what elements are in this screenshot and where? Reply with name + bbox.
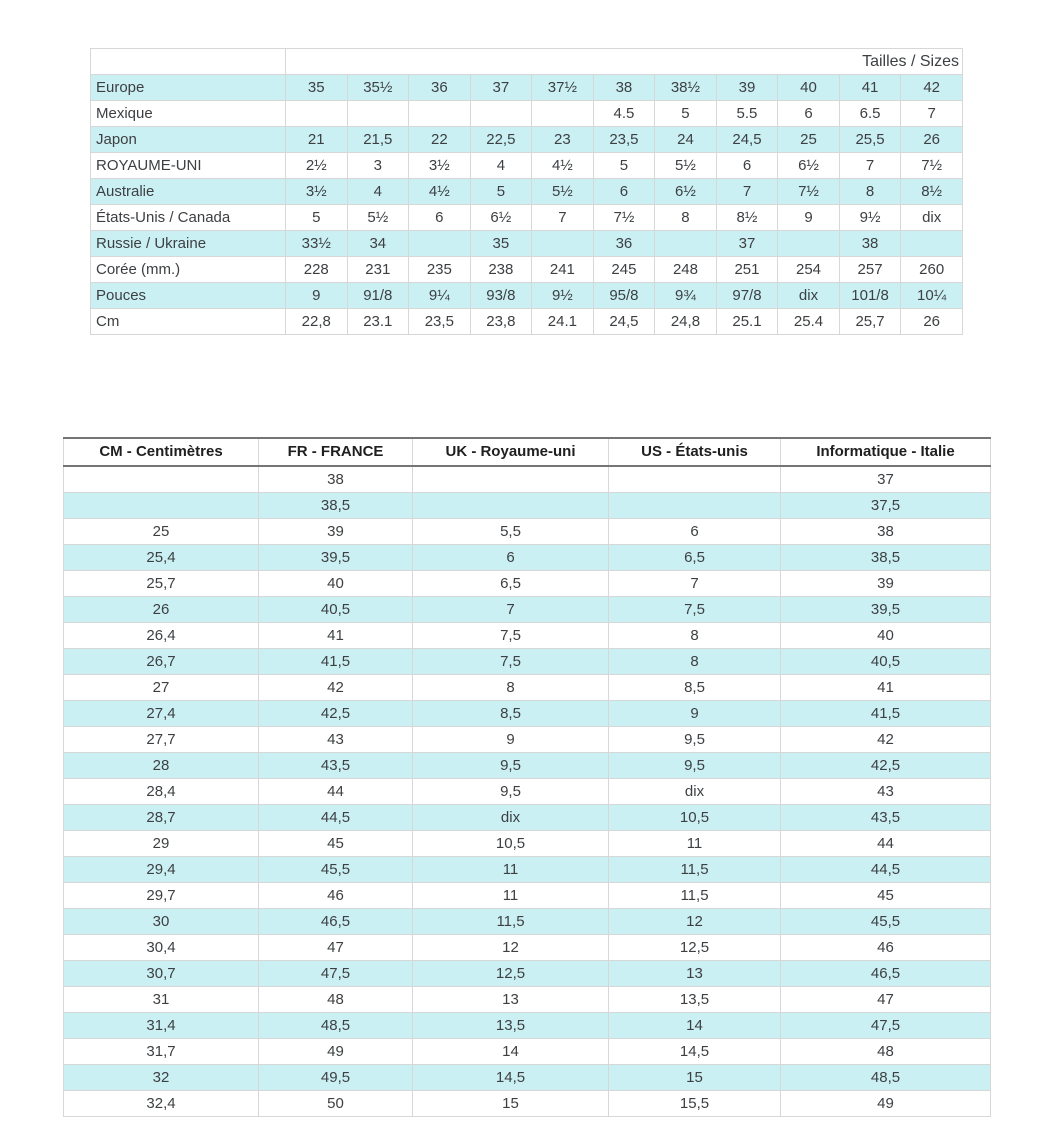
size-cell: 93/8	[470, 283, 532, 309]
conversion-cell: 8	[413, 675, 609, 701]
conversion-row-16	[64, 857, 991, 883]
size-cell: 6	[716, 153, 778, 179]
size-cell: 42	[901, 75, 963, 101]
conversion-cell: 28,4	[64, 779, 259, 805]
size-cell: 25.1	[716, 309, 778, 335]
size-cell: 95/8	[593, 283, 655, 309]
size-row-4	[91, 153, 963, 179]
conversion-cell: 42	[259, 675, 413, 701]
size-cell	[409, 231, 471, 257]
conversion-cell	[64, 493, 259, 519]
size-cell: 36	[409, 75, 471, 101]
conversion-cell: 8	[609, 649, 781, 675]
conversion-cell: 44,5	[781, 857, 991, 883]
size-cell: 38½	[655, 75, 717, 101]
size-cell: 7	[901, 101, 963, 127]
size-cell: 21,5	[347, 127, 409, 153]
size-cell: 39	[716, 75, 778, 101]
size-cell: dix	[778, 283, 840, 309]
conversion-cell: 27	[64, 675, 259, 701]
conversion-cell: 38,5	[259, 493, 413, 519]
conversion-row-3	[64, 519, 991, 545]
conversion-cell: 31,4	[64, 1013, 259, 1039]
column-header: CM - Centimètres	[64, 438, 259, 466]
conversion-cell: 29	[64, 831, 259, 857]
size-cell: 238	[470, 257, 532, 283]
conversion-cell: 48	[259, 987, 413, 1013]
conversion-cell: 27,7	[64, 727, 259, 753]
size-cell: 40	[778, 75, 840, 101]
conversion-header-row	[64, 438, 991, 466]
size-cell: 23,5	[593, 127, 655, 153]
conversion-row-25	[64, 1091, 991, 1117]
conversion-cell: 14,5	[609, 1039, 781, 1065]
conversion-cell: 39	[259, 519, 413, 545]
conversion-cell: 6	[413, 545, 609, 571]
column-header: US - États-unis	[609, 438, 781, 466]
conversion-cell: 48,5	[259, 1013, 413, 1039]
conversion-cell: 9,5	[609, 753, 781, 779]
size-cell: 7	[532, 205, 594, 231]
size-cell: 4.5	[593, 101, 655, 127]
column-header: UK - Royaume-uni	[413, 438, 609, 466]
conversion-cell: 26,4	[64, 623, 259, 649]
conversion-row-15	[64, 831, 991, 857]
conversion-row-7	[64, 623, 991, 649]
conversion-row-10	[64, 701, 991, 727]
size-cell: 37½	[532, 75, 594, 101]
conversion-cell: 8,5	[609, 675, 781, 701]
conversion-cell: 32	[64, 1065, 259, 1091]
conversion-cell: 47,5	[259, 961, 413, 987]
conversion-cell: 50	[259, 1091, 413, 1117]
conversion-cell: 41	[259, 623, 413, 649]
conversion-cell: 7	[609, 571, 781, 597]
conversion-cell: 7,5	[413, 623, 609, 649]
size-row-label: Pouces	[91, 283, 286, 309]
size-cell: 6½	[470, 205, 532, 231]
size-row-1	[91, 75, 963, 101]
conversion-cell: 15	[609, 1065, 781, 1091]
size-cell: 25,5	[839, 127, 901, 153]
conversion-cell: 9	[413, 727, 609, 753]
conversion-cell	[609, 466, 781, 493]
size-cell: 91/8	[347, 283, 409, 309]
conversion-cell: 26,7	[64, 649, 259, 675]
size-cell: 10¼	[901, 283, 963, 309]
size-row-label: Russie / Ukraine	[91, 231, 286, 257]
conversion-row-4	[64, 545, 991, 571]
conversion-cell: 12,5	[413, 961, 609, 987]
conversion-cell	[64, 466, 259, 493]
conversion-row-23	[64, 1039, 991, 1065]
conversion-cell: 47,5	[781, 1013, 991, 1039]
size-cell: 6½	[655, 179, 717, 205]
conversion-cell: 39,5	[781, 597, 991, 623]
conversion-cell: dix	[609, 779, 781, 805]
size-cell: 36	[593, 231, 655, 257]
conversion-row-18	[64, 909, 991, 935]
conversion-cell: 44	[259, 779, 413, 805]
size-cell: 4	[470, 153, 532, 179]
size-cell: 2½	[286, 153, 348, 179]
conversion-cell: 8,5	[413, 701, 609, 727]
size-cell: 5	[655, 101, 717, 127]
sizes-caption-empty-cell	[91, 49, 286, 75]
conversion-cell: 44,5	[259, 805, 413, 831]
conversion-cell: 11	[609, 831, 781, 857]
conversion-cell: 43	[781, 779, 991, 805]
size-cell: 25.4	[778, 309, 840, 335]
size-cell: 8	[839, 179, 901, 205]
size-row-3	[91, 127, 963, 153]
conversion-cell: 29,7	[64, 883, 259, 909]
conversion-row-2	[64, 493, 991, 519]
conversion-cell: 27,4	[64, 701, 259, 727]
conversion-cell: 15,5	[609, 1091, 781, 1117]
conversion-cell: 45	[781, 883, 991, 909]
conversion-row-22	[64, 1013, 991, 1039]
conversion-cell: 6,5	[609, 545, 781, 571]
conversion-cell: 9	[609, 701, 781, 727]
size-cell: 9½	[839, 205, 901, 231]
conversion-cell: 25,4	[64, 545, 259, 571]
size-cell	[470, 101, 532, 127]
size-cell: 5	[286, 205, 348, 231]
size-cell: 38	[839, 231, 901, 257]
conversion-cell: 28	[64, 753, 259, 779]
conversion-cell: 7,5	[609, 597, 781, 623]
conversion-cell: 7,5	[413, 649, 609, 675]
size-cell: 37	[470, 75, 532, 101]
conversion-cell: 38,5	[781, 545, 991, 571]
conversion-cell: 10,5	[413, 831, 609, 857]
conversion-cell: 37	[781, 466, 991, 493]
conversion-cell: 14,5	[413, 1065, 609, 1091]
size-cell: 6	[593, 179, 655, 205]
size-cell: dix	[901, 205, 963, 231]
conversion-row-17	[64, 883, 991, 909]
conversion-cell: 11,5	[413, 909, 609, 935]
conversion-cell: 10,5	[609, 805, 781, 831]
size-cell: 35	[286, 75, 348, 101]
conversion-cell: 14	[609, 1013, 781, 1039]
sizes-table	[90, 48, 963, 335]
size-cell: 257	[839, 257, 901, 283]
size-cell: 25	[778, 127, 840, 153]
conversion-cell: 38	[259, 466, 413, 493]
size-cell: 7½	[901, 153, 963, 179]
size-cell	[532, 231, 594, 257]
conversion-row-8	[64, 649, 991, 675]
size-cell: 37	[716, 231, 778, 257]
conversion-cell: 5,5	[413, 519, 609, 545]
conversion-cell: 39	[781, 571, 991, 597]
size-cell: 5½	[347, 205, 409, 231]
conversion-cell: 13	[609, 961, 781, 987]
conversion-row-14	[64, 805, 991, 831]
conversion-cell: 47	[259, 935, 413, 961]
conversion-cell: 46,5	[781, 961, 991, 987]
conversion-cell: 9,5	[413, 779, 609, 805]
conversion-cell: 26	[64, 597, 259, 623]
size-cell: 7½	[778, 179, 840, 205]
size-cell: 41	[839, 75, 901, 101]
size-cell: 254	[778, 257, 840, 283]
conversion-cell: 47	[781, 987, 991, 1013]
size-cell: 5½	[655, 153, 717, 179]
conversion-cell: 11	[413, 857, 609, 883]
size-row-9	[91, 283, 963, 309]
size-cell: 23,5	[409, 309, 471, 335]
conversion-cell: 13,5	[609, 987, 781, 1013]
conversion-cell: 9,5	[609, 727, 781, 753]
size-cell: 8	[655, 205, 717, 231]
conversion-cell: 40	[259, 571, 413, 597]
size-row-label: ROYAUME-UNI	[91, 153, 286, 179]
conversion-table	[63, 437, 991, 1117]
conversion-cell: 45,5	[259, 857, 413, 883]
size-cell: 24,8	[655, 309, 717, 335]
size-row-2	[91, 101, 963, 127]
size-cell	[655, 231, 717, 257]
conversion-row-21	[64, 987, 991, 1013]
size-cell: 22,5	[470, 127, 532, 153]
size-cell: 9	[778, 205, 840, 231]
size-cell: 231	[347, 257, 409, 283]
size-cell: 25,7	[839, 309, 901, 335]
conversion-cell: 48,5	[781, 1065, 991, 1091]
size-cell: 6.5	[839, 101, 901, 127]
conversion-row-5	[64, 571, 991, 597]
size-cell: 251	[716, 257, 778, 283]
conversion-cell: 11,5	[609, 857, 781, 883]
conversion-cell: 15	[413, 1091, 609, 1117]
conversion-cell: 6	[609, 519, 781, 545]
conversion-cell: 32,4	[64, 1091, 259, 1117]
conversion-cell: 13,5	[413, 1013, 609, 1039]
conversion-cell: 30	[64, 909, 259, 935]
conversion-cell: 40,5	[781, 649, 991, 675]
size-cell: 35	[470, 231, 532, 257]
size-row-7	[91, 231, 963, 257]
size-cell: 6	[778, 101, 840, 127]
conversion-cell	[609, 493, 781, 519]
conversion-cell: 30,7	[64, 961, 259, 987]
conversion-cell: 25	[64, 519, 259, 545]
size-cell: 235	[409, 257, 471, 283]
conversion-row-9	[64, 675, 991, 701]
size-cell: 22,8	[286, 309, 348, 335]
column-header: FR - FRANCE	[259, 438, 413, 466]
conversion-cell	[413, 466, 609, 493]
size-row-10	[91, 309, 963, 335]
size-cell: 23.1	[347, 309, 409, 335]
conversion-cell: 41,5	[259, 649, 413, 675]
conversion-cell: 31	[64, 987, 259, 1013]
conversion-cell: 11,5	[609, 883, 781, 909]
size-cell: 4	[347, 179, 409, 205]
size-cell: 5.5	[716, 101, 778, 127]
conversion-cell: 37,5	[781, 493, 991, 519]
size-cell: 3½	[286, 179, 348, 205]
conversion-cell: 48	[781, 1039, 991, 1065]
size-cell: 22	[409, 127, 471, 153]
size-cell: 3½	[409, 153, 471, 179]
size-cell: 9¼	[409, 283, 471, 309]
size-cell	[347, 101, 409, 127]
size-cell	[532, 101, 594, 127]
size-cell: 8½	[716, 205, 778, 231]
conversion-cell: 49	[259, 1039, 413, 1065]
size-cell: 260	[901, 257, 963, 283]
conversion-cell: 42,5	[781, 753, 991, 779]
conversion-row-11	[64, 727, 991, 753]
conversion-cell: 43,5	[259, 753, 413, 779]
size-cell	[286, 101, 348, 127]
conversion-cell: 46	[781, 935, 991, 961]
sizes-caption: Tailles / Sizes	[286, 49, 963, 75]
size-cell: 5½	[532, 179, 594, 205]
size-row-label: États-Unis / Canada	[91, 205, 286, 231]
size-cell: 26	[901, 127, 963, 153]
column-header: Informatique - Italie	[781, 438, 991, 466]
conversion-cell: 44	[781, 831, 991, 857]
size-cell: 101/8	[839, 283, 901, 309]
conversion-cell: 29,4	[64, 857, 259, 883]
size-cell: 21	[286, 127, 348, 153]
conversion-cell: 43,5	[781, 805, 991, 831]
conversion-cell: 46,5	[259, 909, 413, 935]
conversion-cell: dix	[413, 805, 609, 831]
conversion-cell: 7	[413, 597, 609, 623]
conversion-cell: 41	[781, 675, 991, 701]
size-cell: 4½	[532, 153, 594, 179]
conversion-cell: 12	[413, 935, 609, 961]
size-row-label: Corée (mm.)	[91, 257, 286, 283]
size-cell: 24,5	[716, 127, 778, 153]
size-row-label: Australie	[91, 179, 286, 205]
conversion-row-20	[64, 961, 991, 987]
size-cell: 23,8	[470, 309, 532, 335]
conversion-cell: 45	[259, 831, 413, 857]
size-cell: 33½	[286, 231, 348, 257]
conversion-cell: 25,7	[64, 571, 259, 597]
size-cell: 7	[716, 179, 778, 205]
size-cell: 8½	[901, 179, 963, 205]
conversion-cell: 28,7	[64, 805, 259, 831]
size-row-label: Mexique	[91, 101, 286, 127]
sizes-caption-row	[91, 49, 963, 75]
conversion-cell: 43	[259, 727, 413, 753]
size-cell: 6	[409, 205, 471, 231]
conversion-cell: 39,5	[259, 545, 413, 571]
size-cell: 38	[593, 75, 655, 101]
conversion-row-12	[64, 753, 991, 779]
size-cell: 248	[655, 257, 717, 283]
size-row-5	[91, 179, 963, 205]
conversion-cell: 45,5	[781, 909, 991, 935]
size-cell: 35½	[347, 75, 409, 101]
conversion-cell: 6,5	[413, 571, 609, 597]
size-row-label: Cm	[91, 309, 286, 335]
conversion-cell: 8	[609, 623, 781, 649]
size-row-label: Europe	[91, 75, 286, 101]
conversion-cell: 14	[413, 1039, 609, 1065]
size-cell: 9½	[532, 283, 594, 309]
conversion-cell: 31,7	[64, 1039, 259, 1065]
conversion-cell: 12,5	[609, 935, 781, 961]
conversion-row-19	[64, 935, 991, 961]
conversion-cell: 46	[259, 883, 413, 909]
conversion-row-24	[64, 1065, 991, 1091]
size-cell: 9	[286, 283, 348, 309]
size-cell: 24,5	[593, 309, 655, 335]
size-row-6	[91, 205, 963, 231]
size-cell	[409, 101, 471, 127]
size-cell: 9¾	[655, 283, 717, 309]
conversion-cell: 42,5	[259, 701, 413, 727]
size-cell	[901, 231, 963, 257]
size-cell: 24	[655, 127, 717, 153]
conversion-cell: 41,5	[781, 701, 991, 727]
size-cell: 6½	[778, 153, 840, 179]
size-cell: 34	[347, 231, 409, 257]
conversion-cell: 38	[781, 519, 991, 545]
size-cell: 24.1	[532, 309, 594, 335]
size-row-label: Japon	[91, 127, 286, 153]
size-cell: 97/8	[716, 283, 778, 309]
size-cell: 7	[839, 153, 901, 179]
size-row-8	[91, 257, 963, 283]
size-cell: 4½	[409, 179, 471, 205]
conversion-cell	[413, 493, 609, 519]
size-cell: 26	[901, 309, 963, 335]
size-cell: 245	[593, 257, 655, 283]
conversion-row-1	[64, 466, 991, 493]
conversion-cell: 9,5	[413, 753, 609, 779]
conversion-cell: 49	[781, 1091, 991, 1117]
conversion-cell: 40,5	[259, 597, 413, 623]
conversion-row-13	[64, 779, 991, 805]
size-cell: 7½	[593, 205, 655, 231]
conversion-row-6	[64, 597, 991, 623]
size-cell: 241	[532, 257, 594, 283]
conversion-cell: 49,5	[259, 1065, 413, 1091]
conversion-cell: 12	[609, 909, 781, 935]
size-cell: 23	[532, 127, 594, 153]
conversion-cell: 11	[413, 883, 609, 909]
conversion-cell: 13	[413, 987, 609, 1013]
size-cell: 5	[470, 179, 532, 205]
size-cell	[778, 231, 840, 257]
conversion-cell: 30,4	[64, 935, 259, 961]
size-cell: 5	[593, 153, 655, 179]
conversion-cell: 40	[781, 623, 991, 649]
size-cell: 228	[286, 257, 348, 283]
size-cell: 3	[347, 153, 409, 179]
conversion-cell: 42	[781, 727, 991, 753]
